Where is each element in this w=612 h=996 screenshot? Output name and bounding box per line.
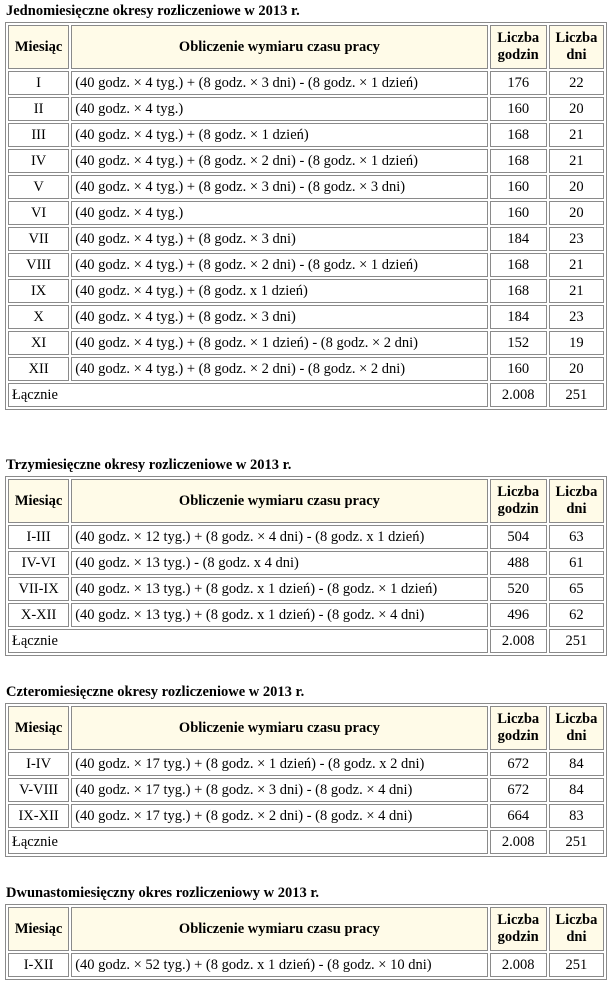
- month-cell: IX-XII: [8, 804, 69, 828]
- settlement-table: [5, 476, 607, 656]
- formula-cell: (40 godz. × 4 tyg.) + (8 godz. × 2 dni) - (8 godz. × 1 dzień): [71, 149, 487, 173]
- formula-cell: (40 godz. × 4 tyg.) + (8 godz. × 1 dzień): [71, 123, 487, 147]
- days-cell: 22: [549, 71, 604, 95]
- formula-cell: (40 godz. × 4 tyg.) + (8 godz. × 3 dni): [71, 227, 487, 251]
- hours-cell: 2.008: [490, 953, 547, 977]
- days-cell: 84: [549, 778, 604, 802]
- section-title: Trzymiesięczne okresy rozliczeniowe w 2013 r.: [6, 457, 292, 473]
- days-cell: 23: [549, 227, 604, 251]
- month-cell: VIII: [8, 253, 69, 277]
- table-row: [8, 123, 604, 147]
- hours-cell: 168: [490, 149, 547, 173]
- hours-cell: 160: [490, 97, 547, 121]
- section-3: [6, 684, 607, 857]
- section-title: Dwunastomiesięczny okres rozliczeniowy w 2013 r.: [6, 885, 320, 901]
- days-cell: 63: [549, 525, 604, 549]
- formula-cell: (40 godz. × 52 tyg.) + (8 godz. x 1 dzień) - (8 godz. × 10 dni): [71, 953, 487, 977]
- hours-cell: 160: [490, 201, 547, 225]
- formula-cell: (40 godz. × 4 tyg.) + (8 godz. x 1 dzień): [71, 279, 487, 303]
- hours-cell: 672: [490, 778, 547, 802]
- total-days: 251: [549, 383, 604, 407]
- days-cell: 21: [549, 123, 604, 147]
- hours-cell: 184: [490, 305, 547, 329]
- hours-cell: 168: [490, 279, 547, 303]
- hours-cell: 496: [490, 603, 547, 627]
- hours-cell: 672: [490, 752, 547, 776]
- table-row: [8, 71, 604, 95]
- header-row: [8, 479, 604, 523]
- total-hours: 2.008: [490, 830, 547, 854]
- days-cell: 83: [549, 804, 604, 828]
- total-label: Łącznie: [8, 629, 488, 653]
- table-row: [8, 149, 604, 173]
- hours-cell: 160: [490, 175, 547, 199]
- header-formula: Obliczenie wymiaru czasu pracy: [71, 706, 487, 750]
- days-cell: 65: [549, 577, 604, 601]
- hours-cell: 168: [490, 123, 547, 147]
- month-cell: II: [8, 97, 69, 121]
- days-cell: 20: [549, 175, 604, 199]
- table-row: [8, 603, 604, 627]
- header-formula: Obliczenie wymiaru czasu pracy: [71, 25, 487, 69]
- formula-cell: (40 godz. × 13 tyg.) + (8 godz. x 1 dzień) - (8 godz. × 1 dzień): [71, 577, 487, 601]
- days-cell: 21: [549, 253, 604, 277]
- table-row: [8, 953, 604, 977]
- hours-cell: 168: [490, 253, 547, 277]
- total-row: [8, 830, 604, 854]
- table-row: [8, 778, 604, 802]
- header-hours: Liczba godzin: [490, 25, 547, 69]
- table-row: [8, 357, 604, 381]
- settlement-table: [5, 703, 607, 857]
- days-cell: 20: [549, 201, 604, 225]
- days-cell: 20: [549, 357, 604, 381]
- month-cell: XII: [8, 357, 69, 381]
- header-month: Miesiąc: [8, 479, 69, 523]
- formula-cell: (40 godz. × 12 tyg.) + (8 godz. × 4 dni) - (8 godz. x 1 dzień): [71, 525, 487, 549]
- month-cell: I-III: [8, 525, 69, 549]
- header-days: Liczba dni: [549, 907, 604, 951]
- month-cell: X: [8, 305, 69, 329]
- days-cell: 84: [549, 752, 604, 776]
- header-row: [8, 25, 604, 69]
- formula-cell: (40 godz. × 4 tyg.): [71, 201, 487, 225]
- header-month: Miesiąc: [8, 907, 69, 951]
- total-hours: 2.008: [490, 383, 547, 407]
- table-row: [8, 227, 604, 251]
- days-cell: 61: [549, 551, 604, 575]
- formula-cell: (40 godz. × 13 tyg.) - (8 godz. x 4 dni): [71, 551, 487, 575]
- formula-cell: (40 godz. × 17 tyg.) + (8 godz. × 3 dni) - (8 godz. × 4 dni): [71, 778, 487, 802]
- month-cell: X-XII: [8, 603, 69, 627]
- table-row: [8, 253, 604, 277]
- total-row: [8, 629, 604, 653]
- month-cell: XI: [8, 331, 69, 355]
- formula-cell: (40 godz. × 4 tyg.) + (8 godz. × 3 dni) - (8 godz. × 1 dzień): [71, 71, 487, 95]
- month-cell: VII-IX: [8, 577, 69, 601]
- table-row: [8, 331, 604, 355]
- days-cell: 21: [549, 149, 604, 173]
- total-row: [8, 383, 604, 407]
- month-cell: V-VIII: [8, 778, 69, 802]
- header-days: Liczba dni: [549, 479, 604, 523]
- formula-cell: (40 godz. × 4 tyg.) + (8 godz. × 1 dzień) - (8 godz. × 2 dni): [71, 331, 487, 355]
- table-row: [8, 525, 604, 549]
- hours-cell: 160: [490, 357, 547, 381]
- table-row: [8, 551, 604, 575]
- section-4: [6, 885, 607, 980]
- settlement-table: [5, 904, 607, 980]
- month-cell: III: [8, 123, 69, 147]
- hours-cell: 488: [490, 551, 547, 575]
- formula-cell: (40 godz. × 17 tyg.) + (8 godz. × 1 dzień) - (8 godz. x 2 dni): [71, 752, 487, 776]
- hours-cell: 520: [490, 577, 547, 601]
- month-cell: IV: [8, 149, 69, 173]
- header-hours: Liczba godzin: [490, 479, 547, 523]
- table-row: [8, 305, 604, 329]
- table-row: [8, 279, 604, 303]
- days-cell: 21: [549, 279, 604, 303]
- total-hours: 2.008: [490, 629, 547, 653]
- table-row: [8, 804, 604, 828]
- days-cell: 62: [549, 603, 604, 627]
- section-1: [6, 3, 607, 410]
- days-cell: 251: [549, 953, 604, 977]
- header-row: [8, 907, 604, 951]
- formula-cell: (40 godz. × 17 tyg.) + (8 godz. × 2 dni) - (8 godz. × 4 dni): [71, 804, 487, 828]
- hours-cell: 504: [490, 525, 547, 549]
- formula-cell: (40 godz. × 4 tyg.) + (8 godz. × 3 dni): [71, 305, 487, 329]
- section-title: Czteromiesięczne okresy rozliczeniowe w 2013 r.: [6, 684, 305, 700]
- header-row: [8, 706, 604, 750]
- month-cell: I-XII: [8, 953, 69, 977]
- header-days: Liczba dni: [549, 706, 604, 750]
- table-row: [8, 577, 604, 601]
- formula-cell: (40 godz. × 13 tyg.) + (8 godz. x 1 dzień) - (8 godz. × 4 dni): [71, 603, 487, 627]
- header-month: Miesiąc: [8, 706, 69, 750]
- month-cell: I: [8, 71, 69, 95]
- month-cell: VI: [8, 201, 69, 225]
- formula-cell: (40 godz. × 4 tyg.): [71, 97, 487, 121]
- table-row: [8, 752, 604, 776]
- table-row: [8, 201, 604, 225]
- table-row: [8, 97, 604, 121]
- month-cell: I-IV: [8, 752, 69, 776]
- table-row: [8, 175, 604, 199]
- days-cell: 23: [549, 305, 604, 329]
- formula-cell: (40 godz. × 4 tyg.) + (8 godz. × 2 dni) - (8 godz. × 1 dzień): [71, 253, 487, 277]
- month-cell: VII: [8, 227, 69, 251]
- section-title: Jednomiesięczne okresy rozliczeniowe w 2013 r.: [6, 3, 300, 19]
- month-cell: V: [8, 175, 69, 199]
- header-month: Miesiąc: [8, 25, 69, 69]
- header-days: Liczba dni: [549, 25, 604, 69]
- header-hours: Liczba godzin: [490, 907, 547, 951]
- total-label: Łącznie: [8, 383, 488, 407]
- settlement-table: [5, 22, 607, 410]
- total-label: Łącznie: [8, 830, 488, 854]
- days-cell: 19: [549, 331, 604, 355]
- days-cell: 20: [549, 97, 604, 121]
- hours-cell: 152: [490, 331, 547, 355]
- formula-cell: (40 godz. × 4 tyg.) + (8 godz. × 3 dni) - (8 godz. × 3 dni): [71, 175, 487, 199]
- month-cell: IX: [8, 279, 69, 303]
- month-cell: IV-VI: [8, 551, 69, 575]
- total-days: 251: [549, 629, 604, 653]
- header-formula: Obliczenie wymiaru czasu pracy: [71, 479, 487, 523]
- formula-cell: (40 godz. × 4 tyg.) + (8 godz. × 2 dni) - (8 godz. × 2 dni): [71, 357, 487, 381]
- hours-cell: 184: [490, 227, 547, 251]
- section-2: [6, 457, 607, 656]
- header-formula: Obliczenie wymiaru czasu pracy: [71, 907, 487, 951]
- header-hours: Liczba godzin: [490, 706, 547, 750]
- hours-cell: 176: [490, 71, 547, 95]
- hours-cell: 664: [490, 804, 547, 828]
- total-days: 251: [549, 830, 604, 854]
